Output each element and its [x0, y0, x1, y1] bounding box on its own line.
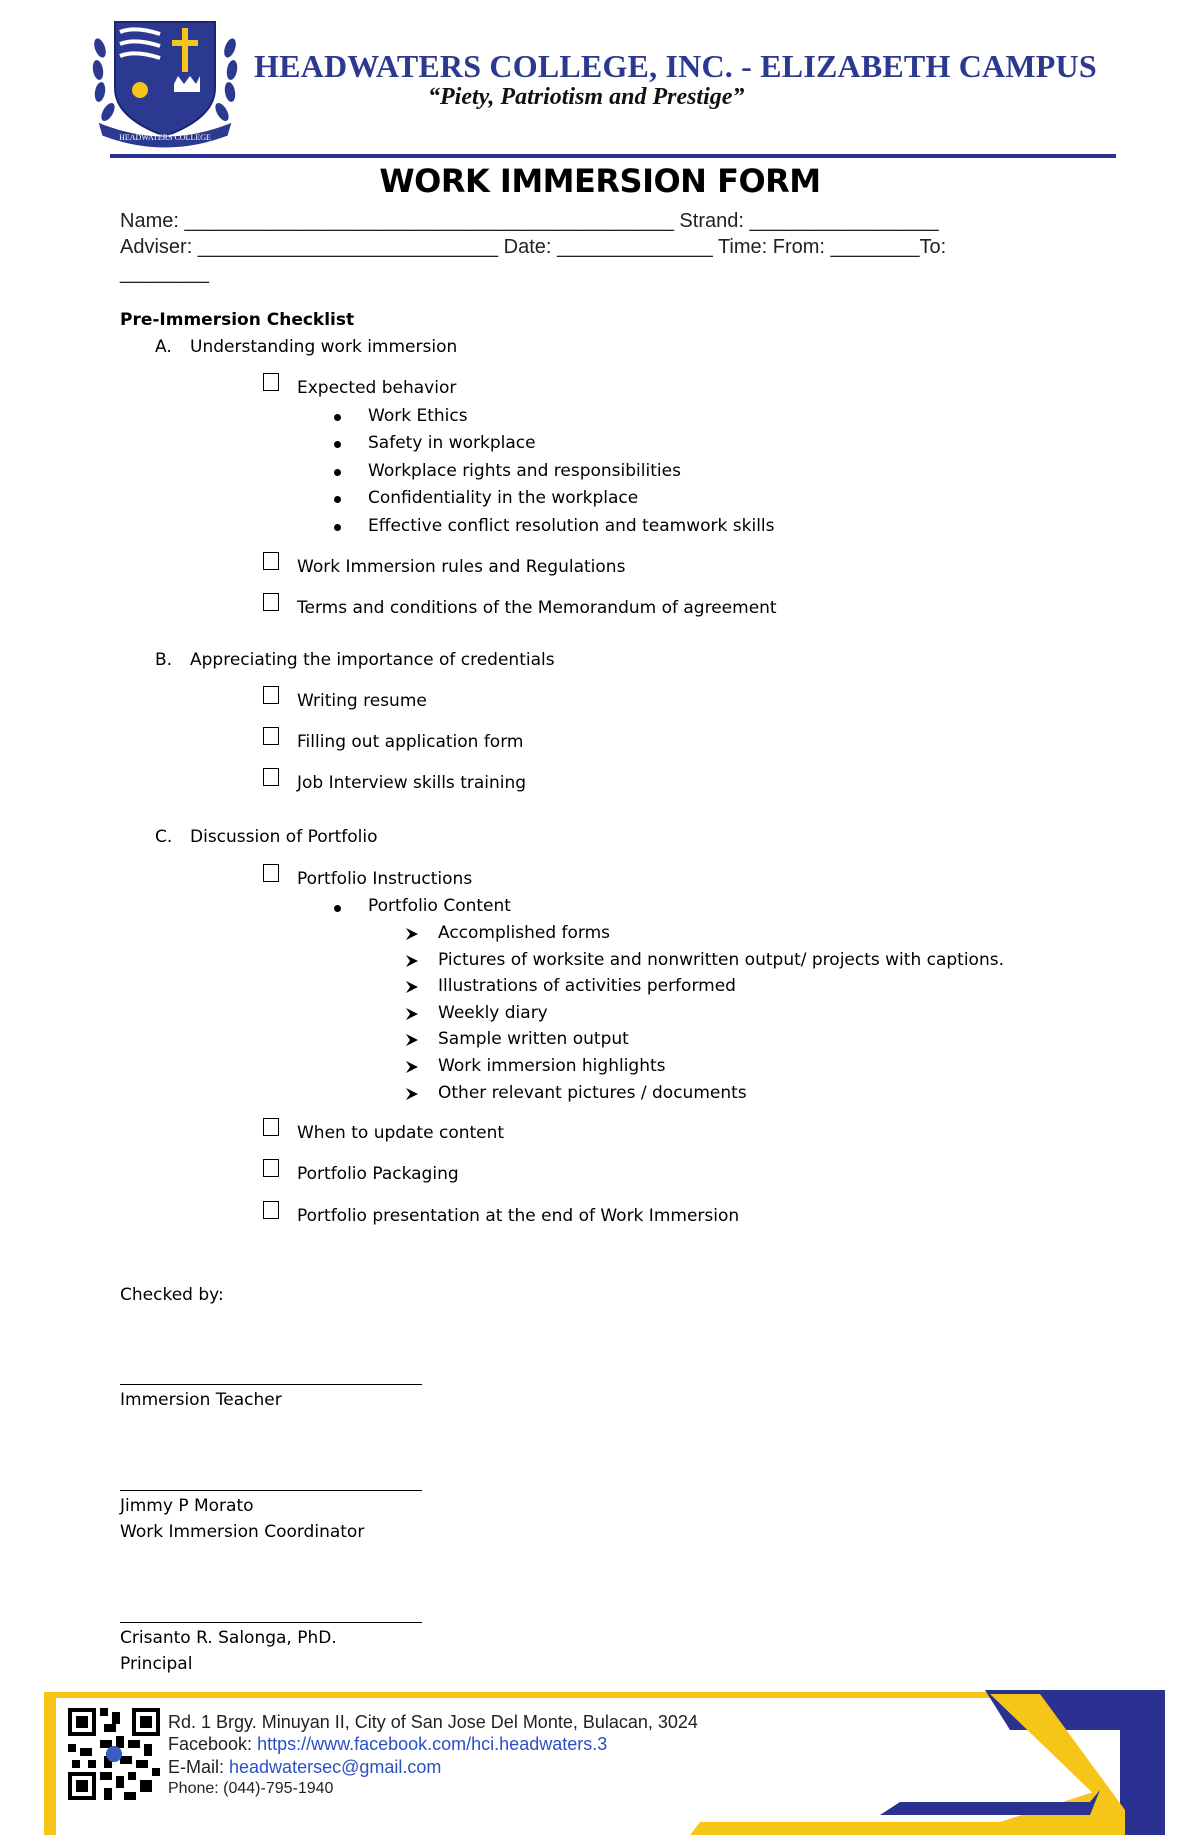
- section-b-marker: B.: [155, 650, 173, 670]
- checkbox-interview-training[interactable]: [263, 768, 279, 786]
- coordinator-signature-line[interactable]: [120, 1490, 422, 1491]
- arrow-bullet-icon: [405, 927, 419, 941]
- principal-role: Principal: [120, 1654, 193, 1674]
- item-interview-training: Job Interview skills training: [297, 773, 527, 793]
- bullet-rights: Workplace rights and responsibilities: [368, 461, 681, 481]
- checkbox-portfolio-instructions[interactable]: [263, 864, 279, 882]
- principal-name: Crisanto R. Salonga, PhD.: [120, 1628, 337, 1648]
- footer-email: [168, 1757, 441, 1778]
- bullet-icon: [334, 905, 341, 912]
- section-b-title: Appreciating the importance of credentials: [190, 650, 555, 670]
- email-label: E-Mail:: [168, 1757, 230, 1777]
- bullet-confidentiality: Confidentiality in the workplace: [368, 488, 639, 508]
- footer-address: Rd. 1 Brgy. Minuyan II, City of San Jose Del Monte, Bulacan, 3024: [168, 1712, 698, 1732]
- bullet-icon: [334, 524, 341, 531]
- time-to-field[interactable]: ________: [120, 262, 209, 284]
- college-motto: “Piety, Patriotism and Prestige”: [428, 84, 745, 110]
- checkbox-application-form[interactable]: [263, 727, 279, 745]
- checkbox-expected-behavior[interactable]: [263, 373, 279, 391]
- item-rules-regulations: Work Immersion rules and Regulations: [297, 557, 626, 577]
- checked-by-label: Checked by:: [120, 1285, 224, 1305]
- college-name: HEADWATERS COLLEGE, INC. - ELIZABETH CAMPUS: [254, 48, 1097, 84]
- checkbox-portfolio-packaging[interactable]: [263, 1159, 279, 1177]
- checkbox-moa-terms[interactable]: [263, 593, 279, 611]
- section-a-title: Understanding work immersion: [190, 337, 458, 357]
- arrow-bullet-icon: [405, 1007, 419, 1021]
- arrow-item-weekly-diary: Weekly diary: [438, 1003, 548, 1023]
- section-c-marker: C.: [155, 827, 173, 847]
- checklist-heading: Pre-Immersion Checklist: [120, 310, 355, 330]
- name-strand-fields[interactable]: Name: ____________________________________________ Strand: _________________: [120, 210, 939, 232]
- arrow-item-other-documents: Other relevant pictures / documents: [438, 1083, 747, 1103]
- checkbox-rules-regulations[interactable]: [263, 552, 279, 570]
- teacher-signature-line[interactable]: [120, 1384, 422, 1385]
- section-c-title: Discussion of Portfolio: [190, 827, 378, 847]
- bullet-portfolio-content: Portfolio Content: [368, 896, 511, 916]
- arrow-bullet-icon: [405, 954, 419, 968]
- bullet-work-ethics: Work Ethics: [368, 406, 468, 426]
- facebook-link[interactable]: https://www.facebook.com/hci.headwaters.3: [257, 1734, 608, 1754]
- bullet-safety: Safety in workplace: [368, 433, 536, 453]
- bullet-icon: [334, 441, 341, 448]
- arrow-item-highlights: Work immersion highlights: [438, 1056, 666, 1076]
- arrow-item-accomplished-forms: Accomplished forms: [438, 923, 611, 943]
- bullet-conflict-resolution: Effective conflict resolution and teamwork skills: [368, 516, 775, 536]
- form-title: WORK IMMERSION FORM: [379, 162, 821, 200]
- item-portfolio-packaging: Portfolio Packaging: [297, 1164, 459, 1184]
- checkbox-portfolio-presentation[interactable]: [263, 1201, 279, 1219]
- svg-text:HEADWATERS COLLEGE: HEADWATERS COLLEGE: [119, 133, 211, 142]
- section-a-marker: A.: [155, 337, 172, 357]
- coordinator-name: Jimmy P Morato: [120, 1496, 254, 1516]
- checkbox-writing-resume[interactable]: [263, 686, 279, 704]
- item-portfolio-presentation: Portfolio presentation at the end of Work Immersion: [297, 1206, 740, 1226]
- checkbox-update-content[interactable]: [263, 1118, 279, 1136]
- arrow-item-illustrations: Illustrations of activities performed: [438, 976, 736, 996]
- item-portfolio-instructions: Portfolio Instructions: [297, 869, 473, 889]
- coordinator-role: Work Immersion Coordinator: [120, 1522, 365, 1542]
- footer-phone: Phone: (044)-795-1940: [168, 1780, 334, 1797]
- email-link[interactable]: headwatersec@gmail.com: [229, 1757, 442, 1777]
- college-crest-logo: [90, 18, 240, 150]
- qr-code-icon[interactable]: [68, 1708, 160, 1800]
- arrow-item-sample-output: Sample written output: [438, 1029, 629, 1049]
- footer-facebook: [168, 1734, 607, 1755]
- arrow-bullet-icon: [405, 980, 419, 994]
- teacher-role: Immersion Teacher: [120, 1390, 282, 1410]
- bullet-icon: [334, 414, 341, 421]
- bullet-icon: [334, 469, 341, 476]
- arrow-bullet-icon: [405, 1060, 419, 1074]
- adviser-date-time-fields[interactable]: Adviser: ___________________________ Date: ______________ Time: From: ________To:: [120, 236, 947, 258]
- bullet-icon: [334, 496, 341, 503]
- arrow-bullet-icon: [405, 1033, 419, 1047]
- arrow-bullet-icon: [405, 1087, 419, 1101]
- facebook-label: Facebook:: [168, 1734, 258, 1754]
- item-expected-behavior: Expected behavior: [297, 378, 457, 398]
- arrow-item-pictures-worksite: Pictures of worksite and nonwritten output/ projects with captions.: [438, 950, 1004, 970]
- item-application-form: Filling out application form: [297, 732, 524, 752]
- item-update-content: When to update content: [297, 1123, 505, 1143]
- principal-signature-line[interactable]: [120, 1622, 422, 1623]
- item-writing-resume: Writing resume: [297, 691, 427, 711]
- header-divider: [110, 154, 1116, 158]
- item-moa-terms: Terms and conditions of the Memorandum of agreement: [297, 598, 777, 618]
